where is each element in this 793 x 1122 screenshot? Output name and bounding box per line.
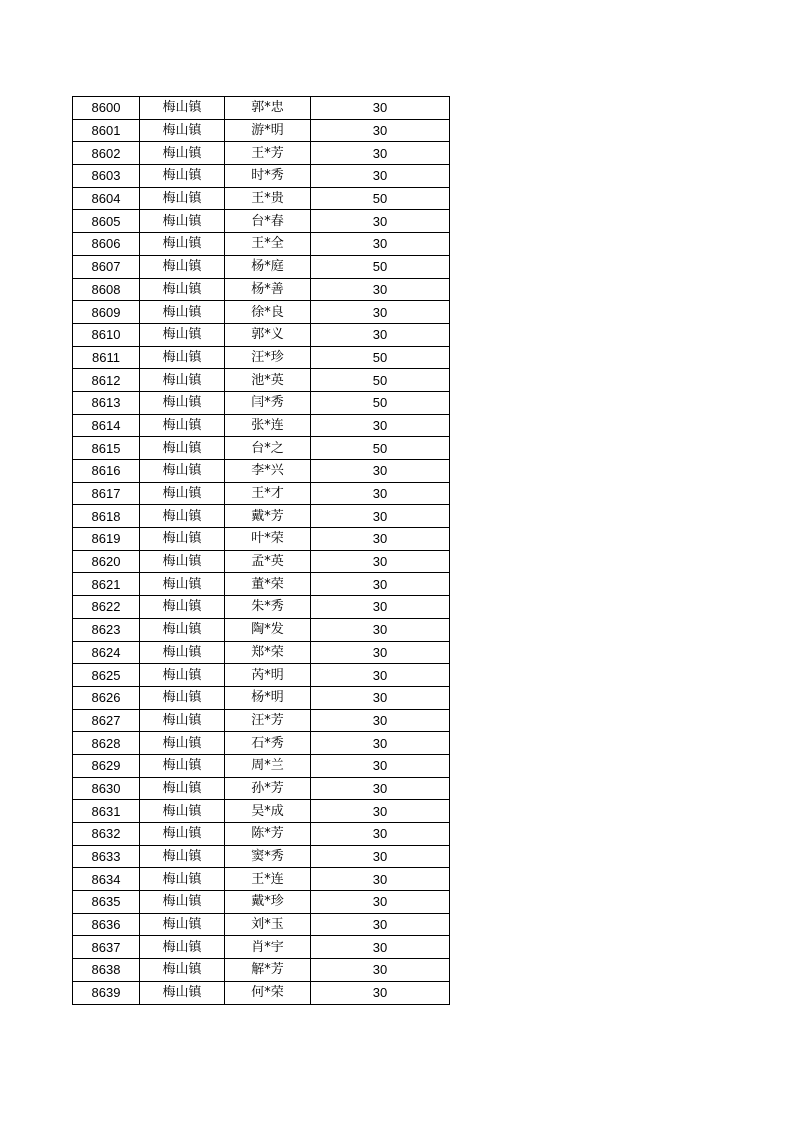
serial-number-cell: 8614 [73,414,140,437]
town-cell: 梅山镇 [140,97,225,120]
table-row [73,437,450,460]
town-cell: 梅山镇 [140,119,225,142]
town-cell: 梅山镇 [140,709,225,732]
table-row [73,845,450,868]
table-row [73,528,450,551]
serial-number-cell: 8611 [73,346,140,369]
serial-number-cell: 8627 [73,709,140,732]
table-row [73,823,450,846]
table-row [73,505,450,528]
person-name-cell: 游*明 [225,119,311,142]
serial-number-cell: 8610 [73,323,140,346]
table-row [73,573,450,596]
amount-cell: 30 [311,868,450,891]
town-cell: 梅山镇 [140,505,225,528]
amount-cell: 30 [311,301,450,324]
amount-cell: 50 [311,187,450,210]
amount-cell: 30 [311,278,450,301]
person-name-cell: 吴*成 [225,800,311,823]
table-row [73,301,450,324]
amount-cell: 30 [311,233,450,256]
serial-number-cell: 8634 [73,868,140,891]
person-name-cell: 刘*玉 [225,913,311,936]
amount-cell: 30 [311,323,450,346]
town-cell: 梅山镇 [140,868,225,891]
amount-cell: 50 [311,255,450,278]
person-name-cell: 徐*良 [225,301,311,324]
table-row [73,278,450,301]
person-name-cell: 叶*荣 [225,528,311,551]
town-cell: 梅山镇 [140,210,225,233]
town-cell: 梅山镇 [140,460,225,483]
amount-cell: 30 [311,686,450,709]
person-name-cell: 王*连 [225,868,311,891]
serial-number-cell: 8608 [73,278,140,301]
amount-cell: 30 [311,732,450,755]
town-cell: 梅山镇 [140,823,225,846]
town-cell: 梅山镇 [140,278,225,301]
table-row [73,346,450,369]
serial-number-cell: 8618 [73,505,140,528]
table-row [73,187,450,210]
person-name-cell: 杨*庭 [225,255,311,278]
person-name-cell: 王*贵 [225,187,311,210]
serial-number-cell: 8601 [73,119,140,142]
person-name-cell: 董*荣 [225,573,311,596]
table-row [73,97,450,120]
amount-cell: 30 [311,618,450,641]
person-name-cell: 池*英 [225,369,311,392]
serial-number-cell: 8606 [73,233,140,256]
table-row [73,482,450,505]
amount-cell: 30 [311,913,450,936]
amount-cell: 30 [311,119,450,142]
serial-number-cell: 8637 [73,936,140,959]
serial-number-cell: 8630 [73,777,140,800]
table-row [73,165,450,188]
amount-cell: 30 [311,210,450,233]
table-row [73,913,450,936]
table-row [73,210,450,233]
amount-cell: 30 [311,845,450,868]
amount-cell: 30 [311,754,450,777]
table-row [73,800,450,823]
person-name-cell: 戴*芳 [225,505,311,528]
person-name-cell: 窦*秀 [225,845,311,868]
person-name-cell: 杨*善 [225,278,311,301]
amount-cell: 30 [311,777,450,800]
town-cell: 梅山镇 [140,800,225,823]
person-name-cell: 郭*忠 [225,97,311,120]
table-row [73,664,450,687]
town-cell: 梅山镇 [140,528,225,551]
table-row [73,618,450,641]
table-row [73,709,450,732]
person-name-cell: 王*全 [225,233,311,256]
town-cell: 梅山镇 [140,913,225,936]
town-cell: 梅山镇 [140,233,225,256]
person-name-cell: 孙*芳 [225,777,311,800]
town-cell: 梅山镇 [140,255,225,278]
town-cell: 梅山镇 [140,414,225,437]
serial-number-cell: 8628 [73,732,140,755]
table-row [73,868,450,891]
person-name-cell: 王*才 [225,482,311,505]
table-row [73,891,450,914]
serial-number-cell: 8615 [73,437,140,460]
table-row [73,686,450,709]
amount-cell: 30 [311,414,450,437]
table-row [73,233,450,256]
town-cell: 梅山镇 [140,732,225,755]
town-cell: 梅山镇 [140,936,225,959]
serial-number-cell: 8617 [73,482,140,505]
person-name-cell: 陈*芳 [225,823,311,846]
person-name-cell: 闫*秀 [225,391,311,414]
serial-number-cell: 8632 [73,823,140,846]
amount-cell: 30 [311,460,450,483]
serial-number-cell: 8622 [73,596,140,619]
person-name-cell: 汪*芳 [225,709,311,732]
amount-cell: 30 [311,165,450,188]
amount-cell: 30 [311,550,450,573]
serial-number-cell: 8607 [73,255,140,278]
serial-number-cell: 8619 [73,528,140,551]
amount-cell: 30 [311,959,450,982]
table-row [73,414,450,437]
town-cell: 梅山镇 [140,596,225,619]
town-cell: 梅山镇 [140,618,225,641]
person-name-cell: 时*秀 [225,165,311,188]
table-row [73,119,450,142]
person-name-cell: 朱*秀 [225,596,311,619]
serial-number-cell: 8633 [73,845,140,868]
serial-number-cell: 8612 [73,369,140,392]
table-row [73,959,450,982]
town-cell: 梅山镇 [140,754,225,777]
person-name-cell: 解*芳 [225,959,311,982]
serial-number-cell: 8600 [73,97,140,120]
town-cell: 梅山镇 [140,482,225,505]
town-cell: 梅山镇 [140,550,225,573]
serial-number-cell: 8616 [73,460,140,483]
person-name-cell: 戴*珍 [225,891,311,914]
table-row [73,255,450,278]
town-cell: 梅山镇 [140,346,225,369]
person-name-cell: 台*之 [225,437,311,460]
person-name-cell: 台*春 [225,210,311,233]
amount-cell: 30 [311,800,450,823]
table-row [73,369,450,392]
person-name-cell: 芮*明 [225,664,311,687]
person-name-cell: 何*荣 [225,981,311,1004]
serial-number-cell: 8639 [73,981,140,1004]
town-cell: 梅山镇 [140,686,225,709]
serial-number-cell: 8631 [73,800,140,823]
table-row [73,550,450,573]
serial-number-cell: 8604 [73,187,140,210]
amount-cell: 30 [311,981,450,1004]
amount-cell: 30 [311,573,450,596]
serial-number-cell: 8620 [73,550,140,573]
person-name-cell: 杨*明 [225,686,311,709]
records-table [72,96,450,1005]
amount-cell: 30 [311,97,450,120]
town-cell: 梅山镇 [140,664,225,687]
table-row [73,460,450,483]
serial-number-cell: 8629 [73,754,140,777]
amount-cell: 30 [311,709,450,732]
serial-number-cell: 8635 [73,891,140,914]
amount-cell: 30 [311,936,450,959]
town-cell: 梅山镇 [140,437,225,460]
town-cell: 梅山镇 [140,323,225,346]
serial-number-cell: 8621 [73,573,140,596]
table-row [73,641,450,664]
amount-cell: 30 [311,482,450,505]
amount-cell: 30 [311,823,450,846]
person-name-cell: 孟*英 [225,550,311,573]
town-cell: 梅山镇 [140,981,225,1004]
person-name-cell: 肖*宇 [225,936,311,959]
table-row [73,391,450,414]
amount-cell: 30 [311,641,450,664]
amount-cell: 50 [311,391,450,414]
serial-number-cell: 8636 [73,913,140,936]
table-row [73,754,450,777]
person-name-cell: 李*兴 [225,460,311,483]
person-name-cell: 郭*义 [225,323,311,346]
table-row [73,981,450,1004]
town-cell: 梅山镇 [140,142,225,165]
serial-number-cell: 8625 [73,664,140,687]
person-name-cell: 周*兰 [225,754,311,777]
town-cell: 梅山镇 [140,391,225,414]
town-cell: 梅山镇 [140,845,225,868]
table-row [73,323,450,346]
town-cell: 梅山镇 [140,165,225,188]
serial-number-cell: 8623 [73,618,140,641]
table-row [73,732,450,755]
serial-number-cell: 8638 [73,959,140,982]
amount-cell: 30 [311,596,450,619]
person-name-cell: 郑*荣 [225,641,311,664]
table-row [73,936,450,959]
town-cell: 梅山镇 [140,301,225,324]
town-cell: 梅山镇 [140,777,225,800]
person-name-cell: 石*秀 [225,732,311,755]
amount-cell: 30 [311,891,450,914]
serial-number-cell: 8624 [73,641,140,664]
person-name-cell: 陶*发 [225,618,311,641]
amount-cell: 30 [311,142,450,165]
serial-number-cell: 8602 [73,142,140,165]
amount-cell: 50 [311,437,450,460]
amount-cell: 50 [311,369,450,392]
amount-cell: 50 [311,346,450,369]
town-cell: 梅山镇 [140,891,225,914]
amount-cell: 30 [311,505,450,528]
amount-cell: 30 [311,664,450,687]
amount-cell: 30 [311,528,450,551]
town-cell: 梅山镇 [140,187,225,210]
person-name-cell: 王*芳 [225,142,311,165]
serial-number-cell: 8603 [73,165,140,188]
town-cell: 梅山镇 [140,369,225,392]
records-table-body [73,97,450,1005]
town-cell: 梅山镇 [140,573,225,596]
person-name-cell: 汪*珍 [225,346,311,369]
table-row [73,777,450,800]
town-cell: 梅山镇 [140,641,225,664]
serial-number-cell: 8613 [73,391,140,414]
town-cell: 梅山镇 [140,959,225,982]
person-name-cell: 张*连 [225,414,311,437]
serial-number-cell: 8626 [73,686,140,709]
serial-number-cell: 8609 [73,301,140,324]
table-row [73,596,450,619]
serial-number-cell: 8605 [73,210,140,233]
table-row [73,142,450,165]
